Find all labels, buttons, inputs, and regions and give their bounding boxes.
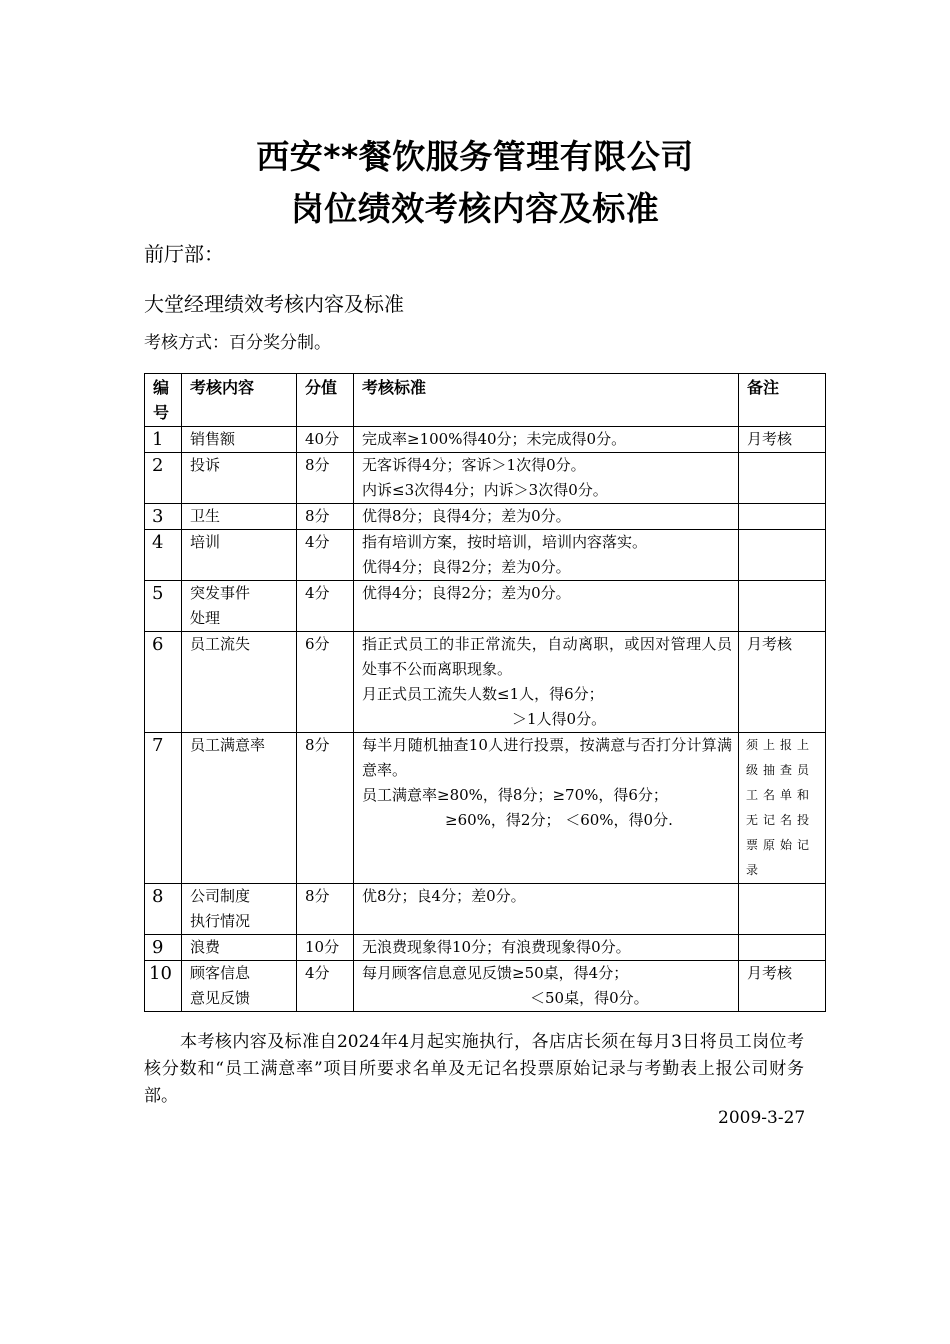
row-number: 5 xyxy=(145,581,182,632)
row-standard xyxy=(354,884,739,935)
row-score: 10分 xyxy=(297,935,354,961)
table-row xyxy=(145,733,826,884)
table-row xyxy=(145,504,826,530)
standard-line: 内诉≤3次得4分；内诉＞3次得0分。 xyxy=(362,481,608,499)
table-row xyxy=(145,935,826,961)
row-note: 月考核 xyxy=(739,427,826,453)
standard-line: 无浪费现象得10分；有浪费现象得0分。 xyxy=(362,938,631,956)
row-content: 卫生 xyxy=(182,504,297,530)
table-row xyxy=(145,632,826,733)
row-number: 6 xyxy=(145,632,182,733)
standard-line: 月正式员工流失人数≤1人，得6分； xyxy=(362,685,604,703)
standard-line: 指正式员工的非正常流失，自动离职，或因对管理人员处事不公而离职现象。 xyxy=(362,635,732,678)
row-number: 2 xyxy=(145,453,182,504)
table-row xyxy=(145,453,826,504)
column-header-note: 备注 xyxy=(739,374,826,427)
column-header-number: 编号 xyxy=(145,374,182,427)
table-header-row xyxy=(145,374,826,427)
row-standard xyxy=(354,504,739,530)
row-standard xyxy=(354,427,739,453)
standard-line: ≥60%，得2分； ＜60%，得0分. xyxy=(445,811,673,829)
row-standard xyxy=(354,530,739,581)
document-title: 岗位绩效考核内容及标准 xyxy=(290,189,660,228)
section-subtitle: 大堂经理绩效考核内容及标准 xyxy=(144,292,404,316)
row-content: 突发事件处理 xyxy=(182,581,297,632)
row-score: 4分 xyxy=(297,961,354,1012)
standard-line: 优得4分；良得2分；差为0分。 xyxy=(362,558,571,576)
standard-line: 优8分；良4分；差0分。 xyxy=(362,887,526,905)
row-number: 10 xyxy=(145,961,182,1012)
row-number: 8 xyxy=(145,884,182,935)
row-content: 员工流失 xyxy=(182,632,297,733)
row-standard xyxy=(354,632,739,733)
row-score: 4分 xyxy=(297,581,354,632)
standard-line: ＞1人得0分。 xyxy=(512,710,607,728)
row-content: 公司制度执行情况 xyxy=(182,884,297,935)
row-number: 4 xyxy=(145,530,182,581)
row-standard xyxy=(354,961,739,1012)
table-row xyxy=(145,530,826,581)
table-row xyxy=(145,427,826,453)
row-score: 8分 xyxy=(297,504,354,530)
row-note: 月考核 xyxy=(739,632,826,733)
implementation-paragraph: 本考核内容及标准自2024年4月起实施执行，各店店长须在每月3日将员工岗位考核分数和“员工满意率”项目所要求名单及无记名投票原始记录与考勤表上报公司财务部。 xyxy=(144,1032,804,1106)
standard-line: 优得8分；良得4分；差为0分。 xyxy=(362,507,571,525)
row-note: 须上报上级抽查员工名单和无记名投票原始记录 xyxy=(739,733,826,884)
standard-line: 每月顾客信息意见反馈≥50桌，得4分； xyxy=(362,964,629,982)
standard-line: 无客诉得4分；客诉＞1次得0分。 xyxy=(362,456,586,474)
row-note xyxy=(739,530,826,581)
row-standard xyxy=(354,733,739,884)
row-number: 7 xyxy=(145,733,182,884)
row-standard xyxy=(354,453,739,504)
row-score: 8分 xyxy=(297,733,354,884)
standard-line: 完成率≥100%得40分；未完成得0分。 xyxy=(362,430,627,448)
row-content: 销售额 xyxy=(182,427,297,453)
row-content: 顾客信息意见反馈 xyxy=(182,961,297,1012)
row-score: 8分 xyxy=(297,884,354,935)
row-score: 4分 xyxy=(297,530,354,581)
table-row xyxy=(145,961,826,1012)
assessment-table xyxy=(144,373,826,1012)
row-score: 6分 xyxy=(297,632,354,733)
row-standard xyxy=(354,581,739,632)
row-number: 9 xyxy=(145,935,182,961)
standard-line: 指有培训方案，按时培训，培训内容落实。 xyxy=(362,533,648,551)
standard-line: 优得4分；良得2分；差为0分。 xyxy=(362,584,571,602)
table-row xyxy=(145,581,826,632)
row-content: 浪费 xyxy=(182,935,297,961)
document-date: 2009-3-27 xyxy=(718,1108,806,1128)
assessment-method: 考核方式：百分奖分制。 xyxy=(144,333,331,353)
column-header-content: 考核内容 xyxy=(182,374,297,427)
row-note xyxy=(739,935,826,961)
standard-line: 每半月随机抽查10人进行投票，按满意与否打分计算满意率。 xyxy=(362,736,732,779)
company-title: 西安**餐饮服务管理有限公司 xyxy=(256,137,694,176)
column-header-standard: 考核标准 xyxy=(354,374,739,427)
row-note xyxy=(739,581,826,632)
row-content: 培训 xyxy=(182,530,297,581)
row-content: 员工满意率 xyxy=(182,733,297,884)
row-score: 8分 xyxy=(297,453,354,504)
row-note xyxy=(739,504,826,530)
row-score: 40分 xyxy=(297,427,354,453)
row-content: 投诉 xyxy=(182,453,297,504)
row-note xyxy=(739,453,826,504)
row-note: 月考核 xyxy=(739,961,826,1012)
table-row xyxy=(145,884,826,935)
standard-line: 员工满意率≥80%，得8分；≥70%，得6分； xyxy=(362,786,668,804)
department-label: 前厅部： xyxy=(144,242,224,266)
row-note xyxy=(739,884,826,935)
row-number: 3 xyxy=(145,504,182,530)
column-header-score: 分值 xyxy=(297,374,354,427)
row-number: 1 xyxy=(145,427,182,453)
standard-line: ＜50桌，得0分。 xyxy=(530,989,649,1007)
row-standard xyxy=(354,935,739,961)
